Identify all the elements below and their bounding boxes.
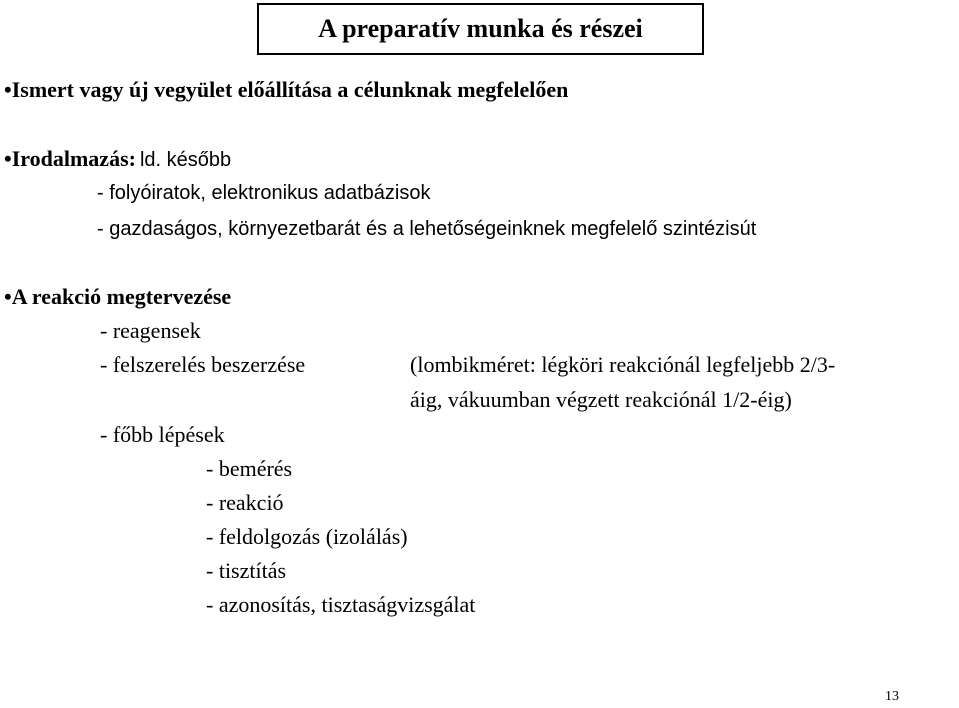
literature-item: - gazdaságos, környezetbarát és a lehetőségeinknek megfelelő szintézisút <box>97 218 757 240</box>
planning-reagents: - reagensek <box>100 318 201 343</box>
bullet-symbol: • <box>4 77 12 102</box>
goal-text: Ismert vagy új vegyület előállítása a célunknak megfelelően <box>11 77 569 102</box>
planning-step: - reakció <box>206 490 284 515</box>
planning-equipment-note-1: (lombikméret: légköri reakciónál legfeljebb 2/3- <box>410 352 836 377</box>
planning-step: - tisztítás <box>206 558 287 583</box>
literature-note: ld. később <box>139 149 232 171</box>
planning-equipment: - felszerelés beszerzése <box>100 352 306 377</box>
bullet-planning <box>4 286 231 308</box>
bullet-literature <box>4 148 231 170</box>
page-number: 13 <box>885 689 899 704</box>
bullet-symbol: • <box>4 146 12 171</box>
bullet-symbol: • <box>4 284 12 309</box>
literature-label: Irodalmazás: <box>11 146 136 171</box>
planning-label: A reakció megtervezése <box>11 284 232 309</box>
literature-item: - folyóiratok, elektronikus adatbázisok <box>97 182 431 204</box>
planning-step: - azonosítás, tisztaságvizsgálat <box>206 592 476 617</box>
planning-step: - feldolgozás (izolálás) <box>206 524 408 549</box>
planning-step: - bemérés <box>206 456 293 481</box>
planning-main-steps: - főbb lépések <box>100 422 225 447</box>
slide-title: A preparatív munka és részei <box>257 3 704 55</box>
planning-equipment-note-2: áig, vákuumban végzett reakciónál 1/2-éig) <box>410 387 792 412</box>
bullet-goal <box>4 79 568 101</box>
